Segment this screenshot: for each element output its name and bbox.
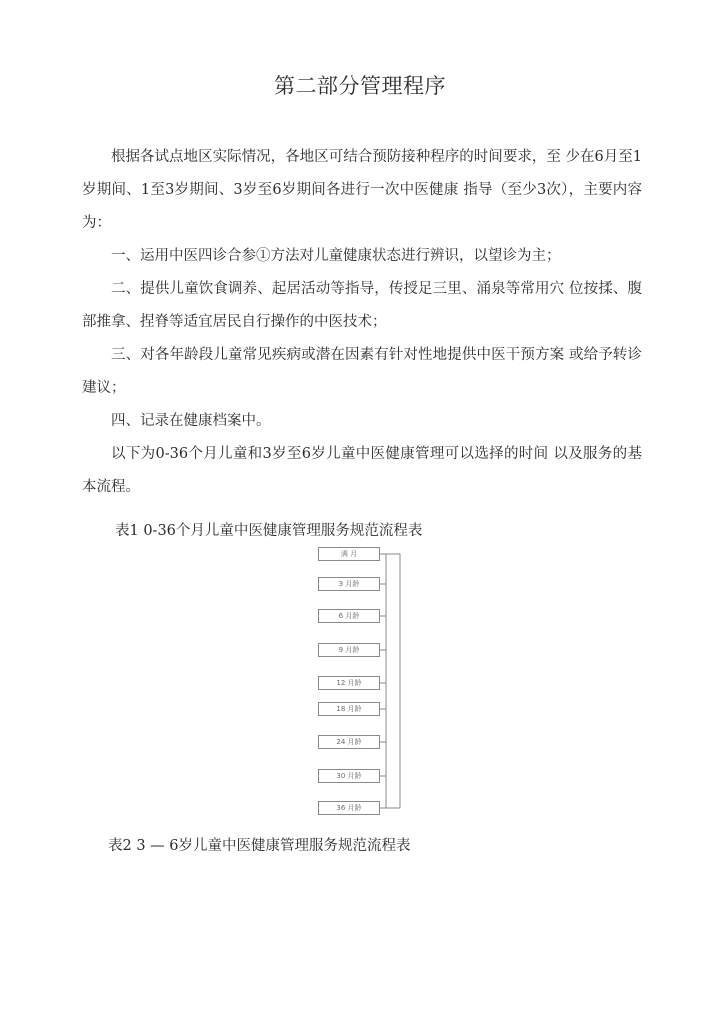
stage-box-9-months: 9 月龄 [318, 643, 380, 657]
body-text [82, 141, 642, 504]
flowchart-0-36-months [300, 540, 420, 830]
stage-box-24-months: 24 月龄 [318, 735, 380, 749]
stage-box-6-months: 6 月龄 [318, 609, 380, 623]
stage-box-30-months: 30 月龄 [318, 769, 380, 783]
paragraph-intro: 根据各试点地区实际情况，各地区可结合预防接种程序的时间要求，至 少在6月至1岁期间、1至3岁期间、3岁至6岁期间各进行一次中医健康 指导（至少3次），主要内容为： [82, 149, 642, 231]
stage-box-18-months: 18 月龄 [318, 702, 380, 716]
paragraph-item-4: 四、记录在健康档案中。 [111, 413, 271, 429]
stage-box-36-months: 36 月龄 [318, 801, 380, 815]
stage-box-3-months: 3 月龄 [318, 577, 380, 591]
paragraph-flow-intro: 以下为0-36个月儿童和3岁至6岁儿童中医健康管理可以选择的时间 以及服务的基本流程。 [82, 446, 642, 495]
table1-caption: 表1 0-36个月儿童中医健康管理服务规范流程表 [115, 523, 423, 539]
page-title: 第二部分管理程序 [274, 74, 446, 98]
table2-caption: 表2 3 — 6岁儿童中医健康管理服务规范流程表 [108, 838, 411, 854]
paragraph-item-1: 一、运用中医四诊合参①方法对儿童健康状态进行辨识，以望诊为主； [111, 248, 561, 264]
paragraph-item-3: 三、对各年龄段儿童常见疾病或潜在因素有针对性地提供中医干预方案 或给予转诊建议； [82, 347, 642, 396]
paragraph-item-2: 二、提供儿童饮食调养、起居活动等指导，传授足三里、涌泉等常用穴 位按揉、腹部推拿、捏脊等适宜居民自行操作的中医技术； [82, 281, 642, 330]
stage-box-12-months: 12 月龄 [318, 676, 380, 690]
stage-box-newborn: 满 月 [318, 547, 380, 561]
